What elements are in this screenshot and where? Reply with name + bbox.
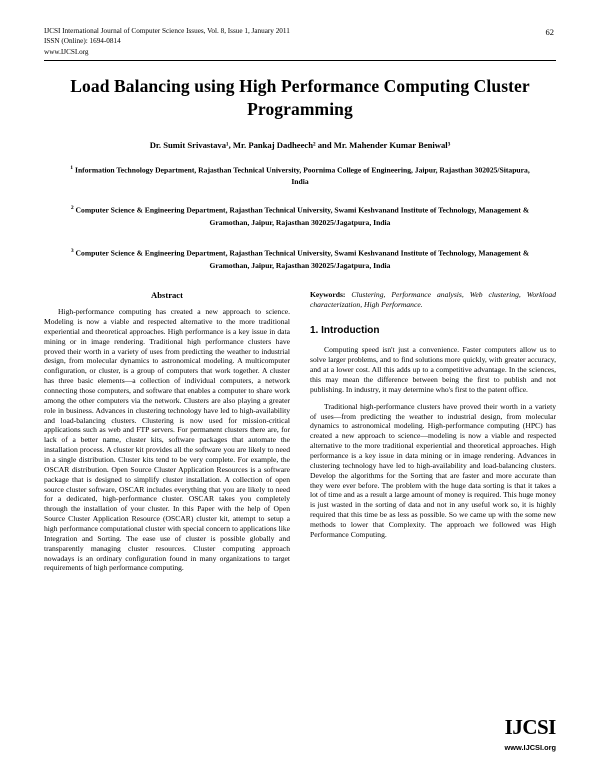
journal-logo: IJCSI bbox=[504, 715, 556, 739]
introduction-paragraph-2: Traditional high-performance clusters have proved their worth in a variety of uses—from predicting the weather to industrial design, from molecular dynamics to astronomical modeling. High-performance computing (HPC) has created a new approach to science—modeling is now a viable and respected alternative to the more traditional experiential and theoretical approaches. High performance is a key issue in data mining or in image rendering. Advances in clustering technology have led to high-availability and load-balancing clusters. Develop the algorithms for the Sorting that are faster and more accurate than they were ever before. The problem with the huge data sorting is that it takes a lot of time and as a result a large amount of money is required. This huge money is just wasted in the sorting of data and not in any useful work so, it is highly required that this time be as less as possible. So we came up with the some new methods to lower that Complexity. The approach we followed was High Performance Computing. bbox=[310, 401, 556, 539]
affiliation-2-marker: 2 bbox=[70, 205, 74, 212]
journal-info bbox=[44, 26, 290, 57]
column-right bbox=[310, 290, 556, 580]
affiliation-3-marker: 3 bbox=[70, 248, 74, 255]
abstract-paragraph: High-performance computing has created a new approach to science. Modeling is now a viable and respected alternative to the more traditional experiential and theoretical approaches. High performance is a key issue in data mining or in image rendering. Traditional high performance clusters have proved their worth in a variety of uses from predicting the weather to industrial design, from molecular dynamics to astronomical modeling. A multicomputer configuration, or cluster, is a group of computers that work together. A cluster has three basic elements—a collection of individual computers, a network connecting those computers, and software that enables a computer to share work among the other computers via the network. Clusters are also playing a greater role in business. Advances in clustering technology have led to high-availability and load-balancing clusters. Clustering is now used for mission-critical applications such as web and FTP servers. For permanent clusters there are, for lack of a better name, cluster kits, software packages that automate the installation process. A cluster kit provides all the software you are likely to need in a single distribution. Cluster kits tend to be very complete. For example, the OSCAR distribution. Open Source Cluster Application Resources is a software package that is designed to simplify cluster installation. A collection of open source cluster software, OSCAR includes everything that you are likely to need for a dedicated, high-performance cluster. OSCAR takes you completely through the installation of your cluster. In this Paper with the help of Open Source Cluster Application Resource (OSCAR) cluster kit, attempt to setup a high performance computational cluster with special concern to applications like Integration and Sorting. The ease use of cluster is possible globally and transparently managing cluster resources. Cluster computing approach nowadays is an ordinary configuration found in many organizations to target requirements of high performance computing. bbox=[44, 307, 290, 573]
introduction-paragraph-1: Computing speed isn't just a convenience. Faster computers allow us to solve larger problems, and to find solutions more quickly, with greater accuracy, and at a lower cost. All this adds up to a competitive advantage. In the sciences, this may mean the difference between being the first to publish and not publishing. In industry, it may determine who's first to the patent office. bbox=[310, 345, 556, 394]
journal-title-line: IJCSI International Journal of Computer Science Issues, Vol. 8, Issue 1, January 2011 bbox=[44, 27, 290, 35]
body-columns bbox=[44, 290, 556, 580]
abstract-heading: Abstract bbox=[151, 289, 183, 300]
journal-logo-url: www.IJCSI.org bbox=[504, 743, 556, 752]
introduction-heading: 1. Introduction bbox=[310, 325, 380, 337]
affiliation-3 bbox=[66, 247, 534, 272]
keywords-label: Keywords: bbox=[310, 289, 346, 299]
header-divider bbox=[44, 60, 556, 61]
page-title: Load Balancing using High Performance Computing Cluster Programming bbox=[70, 76, 530, 120]
keywords-block bbox=[310, 290, 556, 311]
journal-logo-block bbox=[505, 717, 556, 752]
author-list: Dr. Sumit Srivastava¹, Mr. Pankaj Dadheech² and Mr. Mahender Kumar Beniwal³ bbox=[149, 139, 451, 150]
affiliation-1 bbox=[66, 164, 534, 189]
column-left bbox=[44, 290, 290, 580]
journal-url-line: www.IJCSI.org bbox=[44, 47, 89, 56]
affiliation-1-marker: 1 bbox=[70, 164, 74, 171]
journal-issn-line: ISSN (Online): 1694-0814 bbox=[44, 37, 121, 46]
affiliation-3-text: Computer Science & Engineering Department, Rajasthan Technical University, Swami Keshvanand Institute of Technology, Management & Gramothan, Jaipur, Rajasthan 302025/Jagatpura, India bbox=[75, 248, 530, 270]
page-header bbox=[44, 26, 556, 57]
affiliation-1-text: Information Technology Department, Rajasthan Technical University, Poornima College of Engineering, Jaipur, Rajasthan 302025/Sitapura, India bbox=[74, 165, 530, 187]
keywords-text: Clustering, Performance analysis, Web clustering, Workload characterization, High Performance. bbox=[310, 289, 556, 310]
affiliation-2 bbox=[66, 204, 534, 229]
affiliation-2-text: Computer Science & Engineering Department, Rajasthan Technical University, Swami Keshvanand Institute of Technology, Management & Gramothan, Jaipur, Rajasthan 302025/Jagatpura, India bbox=[75, 205, 530, 227]
page-number: 62 bbox=[545, 27, 554, 37]
